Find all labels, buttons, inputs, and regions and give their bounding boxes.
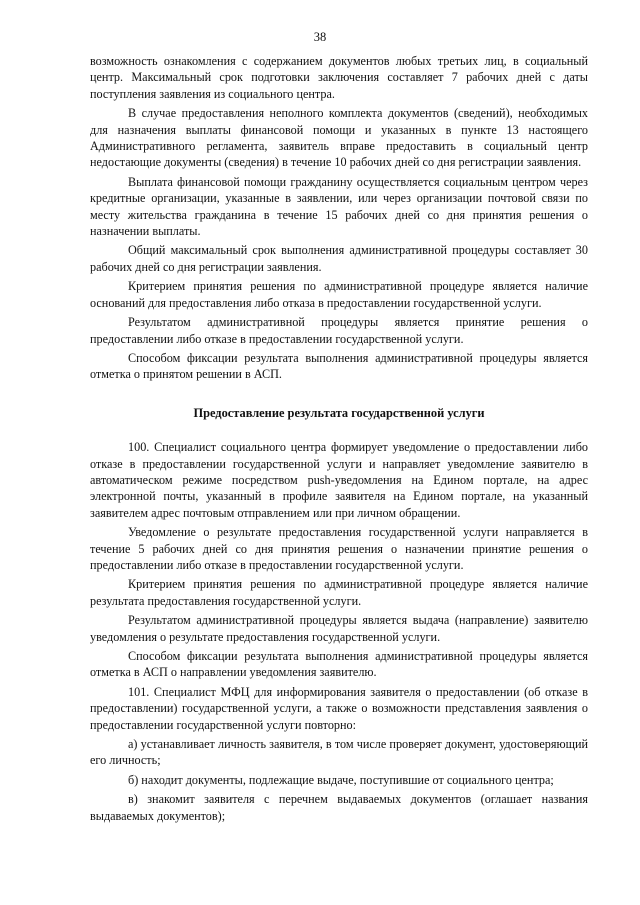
paragraph-criterion-2: Критерием принятия решения по административной процедуре является наличие результата предоставления государственной услуги.	[90, 577, 588, 608]
paragraph-criterion: Критерием принятия решения по административной процедуре является наличие оснований для предоставления либо отказа в предоставлении государственной услуги.	[90, 279, 588, 310]
paragraph-101: 101. Специалист МФЦ для информирования заявителя о предоставлении (об отказе в предоставлении) государственной услуги, а также о возможности представления заявления о предоставлении государственной услуги повторно:	[90, 684, 588, 732]
paragraph-result-2: Результатом административной процедуры является выдача (направление) заявителю уведомления о результате предоставления государственной услуги.	[90, 613, 588, 644]
document-body	[90, 53, 588, 827]
paragraph-payment: Выплата финансовой помощи гражданину осуществляется социальным центром через кредитные организации, указанные в заявлении, или через организации почтовой связи по месту жительства гражданина в течение 15 рабочих дней со дня принятия решения о назначении выплаты.	[90, 174, 588, 239]
paragraph-max-term: Общий максимальный срок выполнения административной процедуры составляет 30 рабочих дней со дня регистрации заявления.	[90, 243, 588, 274]
list-item-c: в) знакомит заявителя с перечнем выдаваемых документов (оглашает названия выдаваемых документов);	[90, 792, 588, 823]
list-item-b: б) находит документы, подлежащие выдаче, поступившие от социального центра;	[128, 772, 554, 787]
paragraph-notification-term: Уведомление о результате предоставления государственной услуги направляется в течение 5 рабочих дней со дня принятия решения о назначении принятие решения о предоставлении либо отказе в предоставлении государственной услуги.	[90, 525, 588, 572]
paragraph-result: Результатом административной процедуры является принятие решения о предоставлении либо отказе в предоставлении государственной услуги.	[90, 315, 588, 346]
paragraph-continuation: возможность ознакомления с содержанием документов любых третьих лиц, в социальный центр. Максимальный срок подготовки заключения составляет 7 рабочих дней с даты поступления заявления из социального центра.	[90, 54, 588, 101]
page-number: 38	[313, 30, 327, 44]
paragraph-100: 100. Специалист социального центра формирует уведомление о предоставлении либо отказе в предоставлении государственной услуги и направляет уведомление заявителю в автоматическом режиме посредством push-уведомления на Едином портале, на адрес электронной почты, указанный в профиле заявителя на Едином портале, на указанный заявителем адрес почтовым отправлением или при личном обращении.	[90, 440, 588, 520]
paragraph-fixation-2: Способом фиксации результата выполнения административной процедуры является отметка в АСП о направлении уведомления заявителю.	[90, 649, 588, 680]
section-heading: Предоставление результата государственной услуги	[193, 405, 485, 420]
paragraph-fixation: Способом фиксации результата выполнения административной процедуры является отметка о принятом решении в АСП.	[90, 350, 588, 382]
list-item-a: а) устанавливает личность заявителя, в том числе проверяет документ, удостоверяющий его личность;	[90, 737, 588, 768]
paragraph-incomplete-documents: В случае предоставления неполного комплекта документов (сведений), необходимых для назначения выплаты финансовой помощи и указанных в пункте 13 настоящего Административного регламента, заявитель вправе предоставить в социальный центр недостающие документы (сведения) в течение 10 рабочих дней со дня регистрации заявления.	[90, 106, 588, 170]
